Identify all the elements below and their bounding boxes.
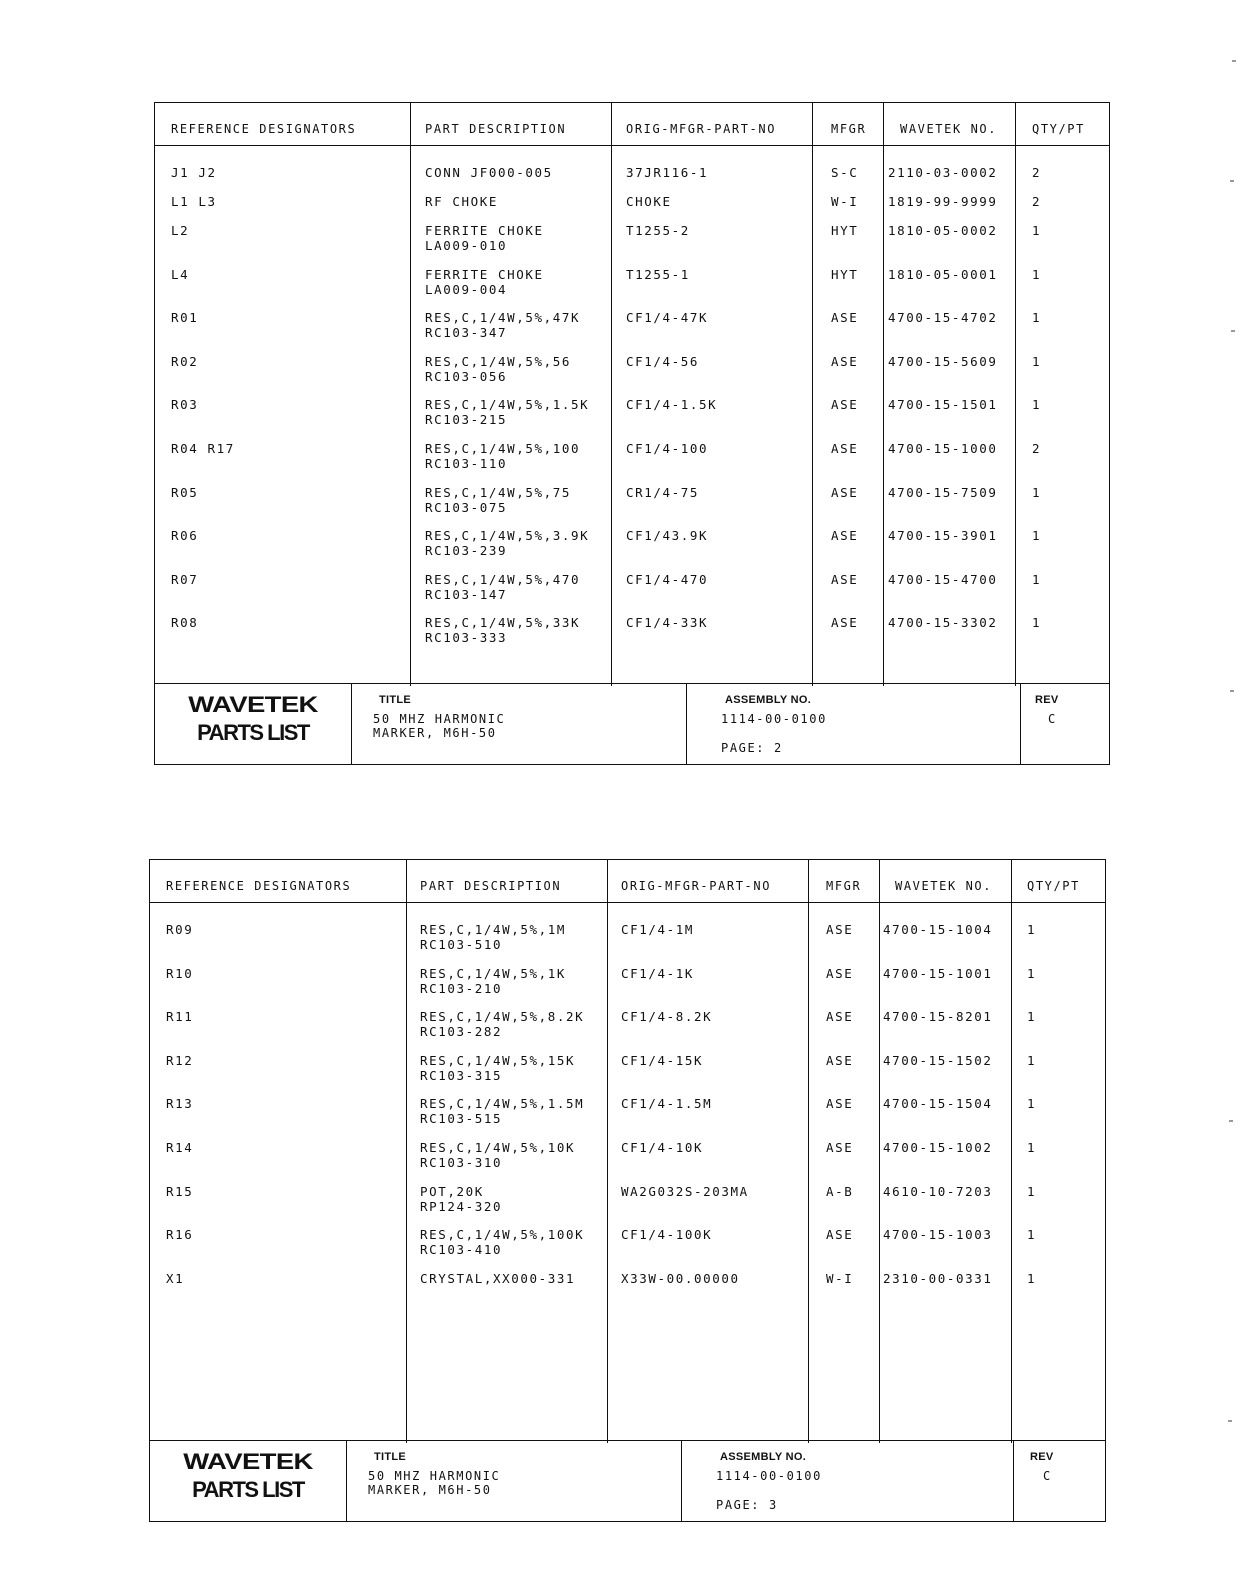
cell-mfgr: S-C — [831, 165, 859, 180]
page-number: PAGE: 2 — [721, 741, 783, 755]
cell-wavetek: 4700-15-1004 — [883, 922, 993, 937]
cell-wavetek: 4700-15-1001 — [883, 965, 993, 981]
footer-divider — [346, 1441, 347, 1521]
title-line-2: MARKER, M6H-50 — [368, 1483, 492, 1497]
table-header — [150, 860, 1105, 903]
header-wavetek-no: WAVETEK NO. — [900, 122, 998, 136]
cell-orig: CF1/4-1.5K — [626, 397, 718, 413]
wavetek-logo — [155, 684, 351, 764]
cell-desc-line-2: RC103-282 — [420, 1024, 503, 1040]
cell-wavetek: 4700-15-4700 — [888, 571, 998, 587]
cell-ref: R07 — [171, 571, 199, 587]
cell-orig: CF1/4-1M — [621, 922, 695, 937]
cell-wavetek: 2110-03-0002 — [888, 165, 998, 180]
table-row — [150, 1271, 1105, 1311]
cell-desc-line-2: RC103-147 — [425, 586, 508, 602]
cell-wavetek: 4700-15-4702 — [888, 310, 998, 326]
assembly-label: ASSEMBLY NO. — [725, 694, 812, 706]
cell-mfgr: ASE — [826, 1052, 854, 1068]
cell-desc: RES,C,1/4W,5%,3.9K — [425, 528, 590, 544]
footer-divider — [1020, 684, 1021, 764]
cell-orig: CF1/4-15K — [621, 1052, 704, 1068]
cell-qty: 1 — [1032, 528, 1042, 544]
cell-ref: R09 — [166, 922, 194, 937]
cell-desc: RES,C,1/4W,5%,1.5K — [425, 397, 590, 413]
cell-qty: 1 — [1027, 1096, 1037, 1112]
cell-ref: R05 — [171, 484, 199, 500]
cell-ref: R12 — [166, 1052, 194, 1068]
cell-wavetek: 4700-15-1003 — [883, 1227, 993, 1243]
cell-desc: RES,C,1/4W,5%,1.5M — [420, 1096, 585, 1112]
rev-value: C — [1043, 1469, 1052, 1483]
cell-ref: R04 R17 — [171, 441, 235, 456]
cell-orig: CF1/4-33K — [626, 615, 709, 631]
cell-qty: 1 — [1032, 571, 1042, 587]
cell-mfgr: A-B — [826, 1183, 854, 1199]
title-line-1: 50 MHZ HARMONIC — [373, 712, 506, 726]
cell-ref: L1 L3 — [171, 194, 217, 209]
cell-mfgr: ASE — [826, 922, 854, 937]
wavetek-logo — [150, 1441, 346, 1521]
header-qty-pt: QTY/PT — [1032, 122, 1085, 136]
cell-wavetek: 4700-15-3302 — [888, 615, 998, 631]
cell-mfgr: W-I — [826, 1270, 854, 1286]
cell-mfgr: ASE — [831, 571, 859, 587]
table-row — [150, 1140, 1105, 1180]
cell-desc-line-2: RC103-056 — [425, 368, 508, 384]
cell-desc: RES,C,1/4W,5%,15K — [420, 1052, 576, 1068]
cell-desc: RES,C,1/4W,5%,10K — [420, 1140, 576, 1155]
parts-list-label: PARTS LIST — [192, 1477, 304, 1502]
cell-orig: CF1/4-8.2K — [621, 1009, 713, 1025]
footer-divider — [681, 1441, 682, 1521]
cell-desc: RES,C,1/4W,5%,100K — [420, 1227, 585, 1243]
cell-desc: RES,C,1/4W,5%,33K — [425, 615, 581, 631]
header-orig-mfgr-part-no: ORIG-MFGR-PART-NO — [621, 879, 772, 893]
cell-orig: CF1/4-10K — [621, 1140, 704, 1155]
cell-desc-line-2: RP124-320 — [420, 1198, 503, 1214]
table-row — [155, 485, 1109, 525]
cell-mfgr: ASE — [826, 965, 854, 981]
cell-desc: RES,C,1/4W,5%,1K — [420, 965, 567, 981]
cell-orig: X33W-00.00000 — [621, 1270, 740, 1286]
table-row — [150, 966, 1105, 1006]
rev-label: REV — [1035, 694, 1059, 706]
cell-wavetek: 4700-15-1002 — [883, 1140, 993, 1155]
rev-value: C — [1048, 712, 1057, 726]
scan-speck — [1229, 1120, 1233, 1122]
cell-desc: RF CHOKE — [425, 194, 499, 209]
header-reference-designators: REFERENCE DESIGNATORS — [171, 122, 357, 136]
cell-desc-line-2: RC103-210 — [420, 980, 503, 996]
cell-qty: 1 — [1027, 1227, 1037, 1243]
table-row — [155, 310, 1109, 350]
cell-orig: CF1/4-56 — [626, 353, 700, 369]
cell-desc: RES,C,1/4W,5%,75 — [425, 484, 572, 500]
cell-qty: 1 — [1032, 397, 1042, 413]
cell-mfgr: ASE — [831, 615, 859, 631]
cell-orig: WA2G032S-203MA — [621, 1183, 749, 1199]
cell-desc-line-2: RC103-239 — [425, 543, 508, 559]
table-row — [150, 1053, 1105, 1093]
table-row — [155, 441, 1109, 481]
cell-orig: CF1/43.9K — [626, 528, 709, 544]
header-orig-mfgr-part-no: ORIG-MFGR-PART-NO — [626, 122, 777, 136]
table-row — [155, 528, 1109, 568]
cell-ref: R15 — [166, 1183, 194, 1199]
cell-qty: 1 — [1027, 922, 1037, 937]
cell-wavetek: 4700-15-7509 — [888, 484, 998, 500]
title-block — [150, 1440, 1105, 1521]
scan-speck — [1231, 330, 1235, 332]
cell-desc: RES,C,1/4W,5%,8.2K — [420, 1009, 585, 1025]
cell-wavetek: 1819-99-9999 — [888, 194, 998, 209]
cell-desc: POT,20K — [420, 1183, 484, 1199]
cell-orig: CR1/4-75 — [626, 484, 700, 500]
cell-orig: T1255-2 — [626, 223, 690, 238]
cell-mfgr: ASE — [831, 397, 859, 413]
scan-speck — [1230, 180, 1234, 182]
cell-qty: 2 — [1032, 441, 1042, 456]
cell-desc-line-2: RC103-515 — [420, 1111, 503, 1127]
cell-ref: R01 — [171, 310, 199, 326]
scan-speck — [1232, 60, 1236, 62]
table-row — [150, 1184, 1105, 1224]
header-wavetek-no: WAVETEK NO. — [895, 879, 993, 893]
cell-orig: CF1/4-1.5M — [621, 1096, 713, 1112]
cell-orig: CF1/4-470 — [626, 571, 709, 587]
cell-desc-line-2: RC103-347 — [425, 325, 508, 341]
cell-wavetek: 4700-15-1502 — [883, 1052, 993, 1068]
cell-desc: CONN JF000-005 — [425, 165, 553, 180]
footer-divider — [1013, 1441, 1014, 1521]
cell-wavetek: 2310-00-0331 — [883, 1270, 993, 1286]
cell-desc: RES,C,1/4W,5%,1M — [420, 922, 567, 937]
cell-desc-line-2: LA009-010 — [425, 238, 508, 253]
parts-list-sheet-page-2 — [154, 102, 1110, 765]
cell-desc-line-2: RC103-410 — [420, 1242, 503, 1258]
page-number: PAGE: 3 — [716, 1498, 778, 1512]
parts-list-label: PARTS LIST — [197, 720, 309, 745]
title-line-2: MARKER, M6H-50 — [373, 726, 497, 740]
cell-desc: RES,C,1/4W,5%,56 — [425, 353, 572, 369]
cell-desc-line-2: RC103-215 — [425, 412, 508, 428]
cell-desc: RES,C,1/4W,5%,47K — [425, 310, 581, 326]
header-part-description: PART DESCRIPTION — [420, 879, 562, 893]
cell-wavetek: 4700-15-1504 — [883, 1096, 993, 1112]
cell-qty: 1 — [1027, 965, 1037, 981]
cell-qty: 1 — [1032, 266, 1042, 282]
title-label: TITLE — [374, 1451, 407, 1463]
cell-desc-line-2: LA009-004 — [425, 281, 508, 297]
cell-wavetek: 4610-10-7203 — [883, 1183, 993, 1199]
table-row — [150, 1227, 1105, 1267]
cell-qty: 1 — [1027, 1009, 1037, 1025]
cell-qty: 1 — [1032, 615, 1042, 631]
cell-ref: R02 — [171, 353, 199, 369]
cell-desc-line-2: RC103-510 — [420, 937, 503, 952]
cell-desc-line-2: RC103-333 — [425, 630, 508, 646]
cell-desc: RES,C,1/4W,5%,100 — [425, 441, 581, 456]
cell-ref: R03 — [171, 397, 199, 413]
rev-label: REV — [1030, 1451, 1054, 1463]
cell-desc: CRYSTAL,XX000-331 — [420, 1270, 576, 1286]
cell-qty: 1 — [1027, 1052, 1037, 1068]
table-row — [155, 615, 1109, 655]
assembly-number: 1114-00-0100 — [716, 1469, 822, 1483]
cell-desc-line-2: RC103-310 — [420, 1155, 503, 1170]
cell-orig: CF1/4-1K — [621, 965, 695, 981]
table-row — [155, 572, 1109, 612]
cell-orig: T1255-1 — [626, 266, 690, 282]
cell-qty: 1 — [1027, 1270, 1037, 1286]
title-label: TITLE — [379, 694, 412, 706]
cell-qty: 1 — [1027, 1183, 1037, 1199]
cell-wavetek: 1810-05-0002 — [888, 223, 998, 238]
parts-list-sheet-page-3 — [149, 859, 1106, 1522]
cell-ref: R11 — [166, 1009, 194, 1025]
header-part-description: PART DESCRIPTION — [425, 122, 567, 136]
cell-mfgr: ASE — [826, 1140, 854, 1155]
cell-wavetek: 4700-15-1501 — [888, 397, 998, 413]
brand-name: WAVETEK — [183, 1449, 313, 1474]
table-row — [155, 223, 1109, 263]
cell-ref: X1 — [166, 1270, 185, 1286]
cell-mfgr: ASE — [826, 1009, 854, 1025]
table-row — [155, 267, 1109, 307]
cell-ref: J1 J2 — [171, 165, 217, 180]
scan-speck — [1228, 1420, 1232, 1422]
footer-divider — [686, 684, 687, 764]
cell-orig: CF1/4-100K — [621, 1227, 713, 1243]
table-row — [155, 397, 1109, 437]
brand-name: WAVETEK — [188, 692, 318, 717]
cell-ref: L4 — [171, 266, 190, 282]
cell-ref: R14 — [166, 1140, 194, 1155]
cell-qty: 2 — [1032, 165, 1042, 180]
cell-orig: CF1/4-100 — [626, 441, 709, 456]
cell-qty: 1 — [1032, 353, 1042, 369]
cell-qty: 1 — [1027, 1140, 1037, 1155]
cell-desc: FERRITE CHOKE — [425, 223, 544, 238]
cell-mfgr: HYT — [831, 223, 859, 238]
cell-ref: R08 — [171, 615, 199, 631]
cell-qty: 2 — [1032, 194, 1042, 209]
cell-orig: CF1/4-47K — [626, 310, 709, 326]
table-row — [155, 354, 1109, 394]
cell-ref: R06 — [171, 528, 199, 544]
cell-wavetek: 4700-15-8201 — [883, 1009, 993, 1025]
cell-qty: 1 — [1032, 223, 1042, 238]
cell-mfgr: ASE — [831, 484, 859, 500]
cell-wavetek: 4700-15-3901 — [888, 528, 998, 544]
cell-qty: 1 — [1032, 484, 1042, 500]
table-row — [150, 1096, 1105, 1136]
table-row — [150, 1009, 1105, 1049]
title-line-1: 50 MHZ HARMONIC — [368, 1469, 501, 1483]
cell-mfgr: ASE — [831, 310, 859, 326]
cell-mfgr: ASE — [826, 1096, 854, 1112]
header-qty-pt: QTY/PT — [1027, 879, 1080, 893]
cell-mfgr: ASE — [831, 528, 859, 544]
cell-ref: R10 — [166, 965, 194, 981]
header-mfgr: MFGR — [831, 122, 867, 136]
cell-wavetek: 4700-15-1000 — [888, 441, 998, 456]
table-row — [150, 922, 1105, 962]
cell-mfgr: W-I — [831, 194, 859, 209]
cell-ref: R16 — [166, 1227, 194, 1243]
title-block — [155, 683, 1109, 764]
cell-wavetek: 1810-05-0001 — [888, 266, 998, 282]
cell-desc-line-2: RC103-315 — [420, 1067, 503, 1083]
scan-speck — [1230, 690, 1234, 692]
cell-ref: L2 — [171, 223, 190, 238]
cell-wavetek: 4700-15-5609 — [888, 353, 998, 369]
cell-mfgr: ASE — [826, 1227, 854, 1243]
cell-orig: 37JR116-1 — [626, 165, 709, 180]
cell-mfgr: ASE — [831, 353, 859, 369]
cell-desc-line-2: RC103-110 — [425, 456, 508, 471]
assembly-number: 1114-00-0100 — [721, 712, 827, 726]
cell-ref: R13 — [166, 1096, 194, 1112]
cell-qty: 1 — [1032, 310, 1042, 326]
footer-divider — [351, 684, 352, 764]
cell-desc-line-2: RC103-075 — [425, 499, 508, 515]
assembly-label: ASSEMBLY NO. — [720, 1451, 807, 1463]
cell-mfgr: ASE — [831, 441, 859, 456]
cell-desc: RES,C,1/4W,5%,470 — [425, 571, 581, 587]
header-reference-designators: REFERENCE DESIGNATORS — [166, 879, 352, 893]
cell-mfgr: HYT — [831, 266, 859, 282]
cell-orig: CHOKE — [626, 194, 672, 209]
table-header — [155, 103, 1109, 146]
header-mfgr: MFGR — [826, 879, 862, 893]
cell-desc: FERRITE CHOKE — [425, 266, 544, 282]
